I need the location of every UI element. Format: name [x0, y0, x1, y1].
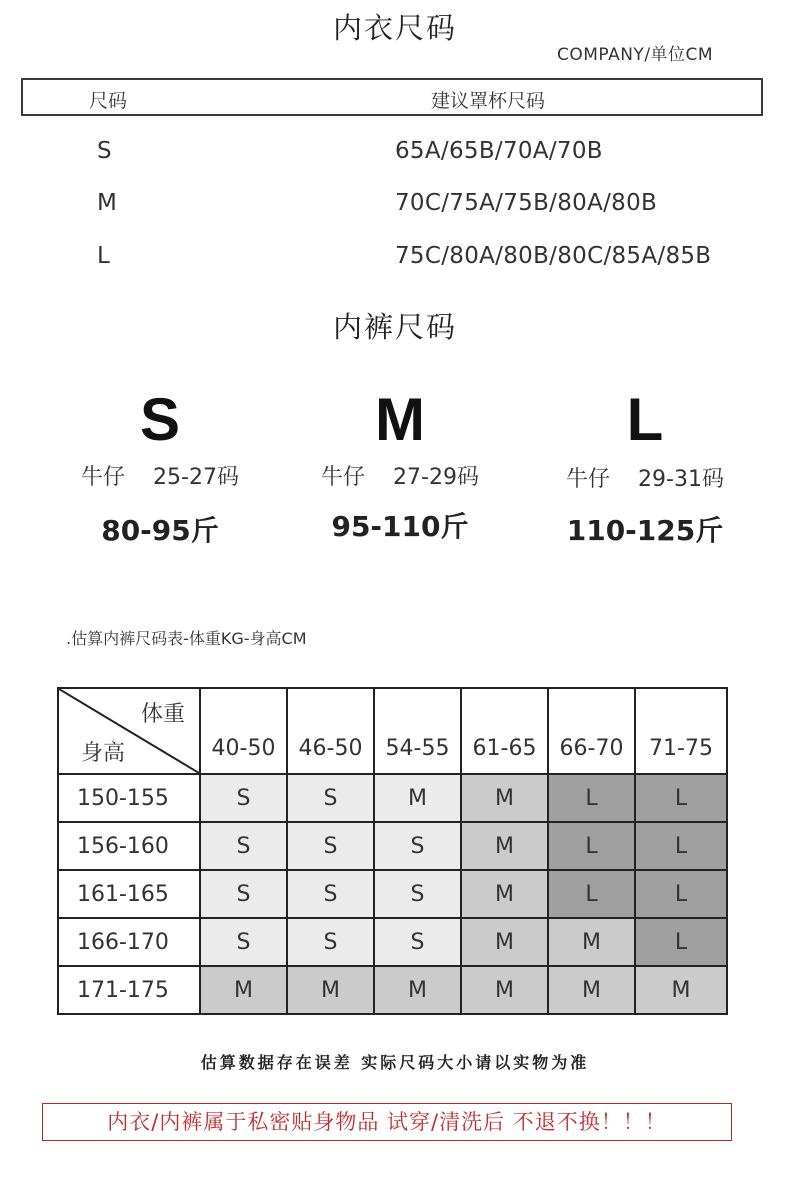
corner-height-label: 身高 [81, 741, 126, 766]
table-row [58, 918, 727, 966]
weight-range: 95-110斤 [331, 510, 469, 543]
brief-size-s [40, 380, 280, 549]
size-letter: L [626, 386, 664, 453]
bra-cups: 75C/80A/80B/80C/85A/85B [395, 243, 712, 269]
size-cell: M [461, 918, 548, 966]
size-cell: M [461, 822, 548, 870]
bra-size: L [97, 243, 110, 269]
corner-cell [58, 688, 200, 774]
size-cell: S [374, 870, 461, 918]
size-cell: L [635, 870, 727, 918]
bra-row [0, 138, 790, 178]
weight-range: 80-95斤 [101, 514, 219, 547]
table-row [58, 966, 727, 1014]
size-cell: L [548, 774, 635, 822]
bra-cups: 70C/75A/75B/80A/80B [395, 190, 658, 216]
size-cell: M [374, 774, 461, 822]
weight-header: 66-70 [548, 688, 635, 774]
size-cell: M [461, 966, 548, 1014]
weight-header: 40-50 [200, 688, 287, 774]
size-letter: M [375, 386, 425, 453]
size-letter: S [139, 386, 181, 453]
size-cell: M [374, 966, 461, 1014]
bra-size-title: 内衣尺码 [332, 11, 457, 45]
bra-row [0, 190, 790, 230]
size-cell: M [548, 918, 635, 966]
size-cell: S [287, 918, 374, 966]
bra-row [0, 243, 790, 283]
height-range-cell: 150-155 [58, 774, 200, 822]
brief-size-title: 内裤尺码 [332, 310, 457, 344]
size-cell: S [200, 774, 287, 822]
size-cell: S [200, 822, 287, 870]
size-cell: S [374, 822, 461, 870]
height-range-cell: 171-175 [58, 966, 200, 1014]
weight-header: 46-50 [287, 688, 374, 774]
height-range-cell: 161-165 [58, 870, 200, 918]
size-cell: L [548, 822, 635, 870]
size-cell: S [287, 774, 374, 822]
size-cell: S [287, 870, 374, 918]
weight-header: 71-75 [635, 688, 727, 774]
brief-size-m [280, 380, 520, 545]
weight-header: 54-55 [374, 688, 461, 774]
size-cell: S [200, 870, 287, 918]
brief-size-l [525, 380, 765, 549]
height-range-cell: 156-160 [58, 822, 200, 870]
table-row [58, 822, 727, 870]
table-caption: .估算内裤尺码表-体重KG-身高CM [66, 629, 307, 648]
no-return-warning: 内衣/内裤属于私密贴身物品 试穿/清洗后 不退不换！！！ [42, 1103, 732, 1141]
jeans-size: 牛仔 29-31码 [566, 467, 724, 492]
table-row [58, 774, 727, 822]
size-cell: L [635, 822, 727, 870]
jeans-size: 牛仔 25-27码 [81, 465, 239, 490]
size-cell: M [200, 966, 287, 1014]
table-header-row [58, 688, 727, 774]
size-cell: L [635, 918, 727, 966]
bra-cups: 65A/65B/70A/70B [395, 138, 603, 164]
size-table [57, 687, 728, 1015]
size-cell: S [287, 822, 374, 870]
size-cell: S [200, 918, 287, 966]
unit-note: COMPANY/单位CM [557, 45, 714, 65]
size-cell: M [635, 966, 727, 1014]
height-range-cell: 166-170 [58, 918, 200, 966]
disclaimer-text: 估算数据存在误差 实际尺码大小请以实物为准 [200, 1053, 590, 1072]
size-cell: M [548, 966, 635, 1014]
corner-weight-label: 体重 [140, 702, 185, 727]
size-cell: M [461, 774, 548, 822]
header-size-label: 尺码 [89, 90, 128, 112]
size-cell: L [548, 870, 635, 918]
jeans-size: 牛仔 27-29码 [321, 465, 479, 490]
header-cup-label: 建议罩杯尺码 [431, 90, 546, 112]
weight-range: 110-125斤 [566, 514, 724, 547]
size-cell: M [287, 966, 374, 1014]
table-row [58, 870, 727, 918]
size-cell: L [635, 774, 727, 822]
weight-header: 61-65 [461, 688, 548, 774]
bra-table-header [21, 78, 763, 116]
size-cell: M [461, 870, 548, 918]
bra-size: M [97, 190, 117, 216]
bra-size: S [97, 138, 112, 164]
size-cell: S [374, 918, 461, 966]
